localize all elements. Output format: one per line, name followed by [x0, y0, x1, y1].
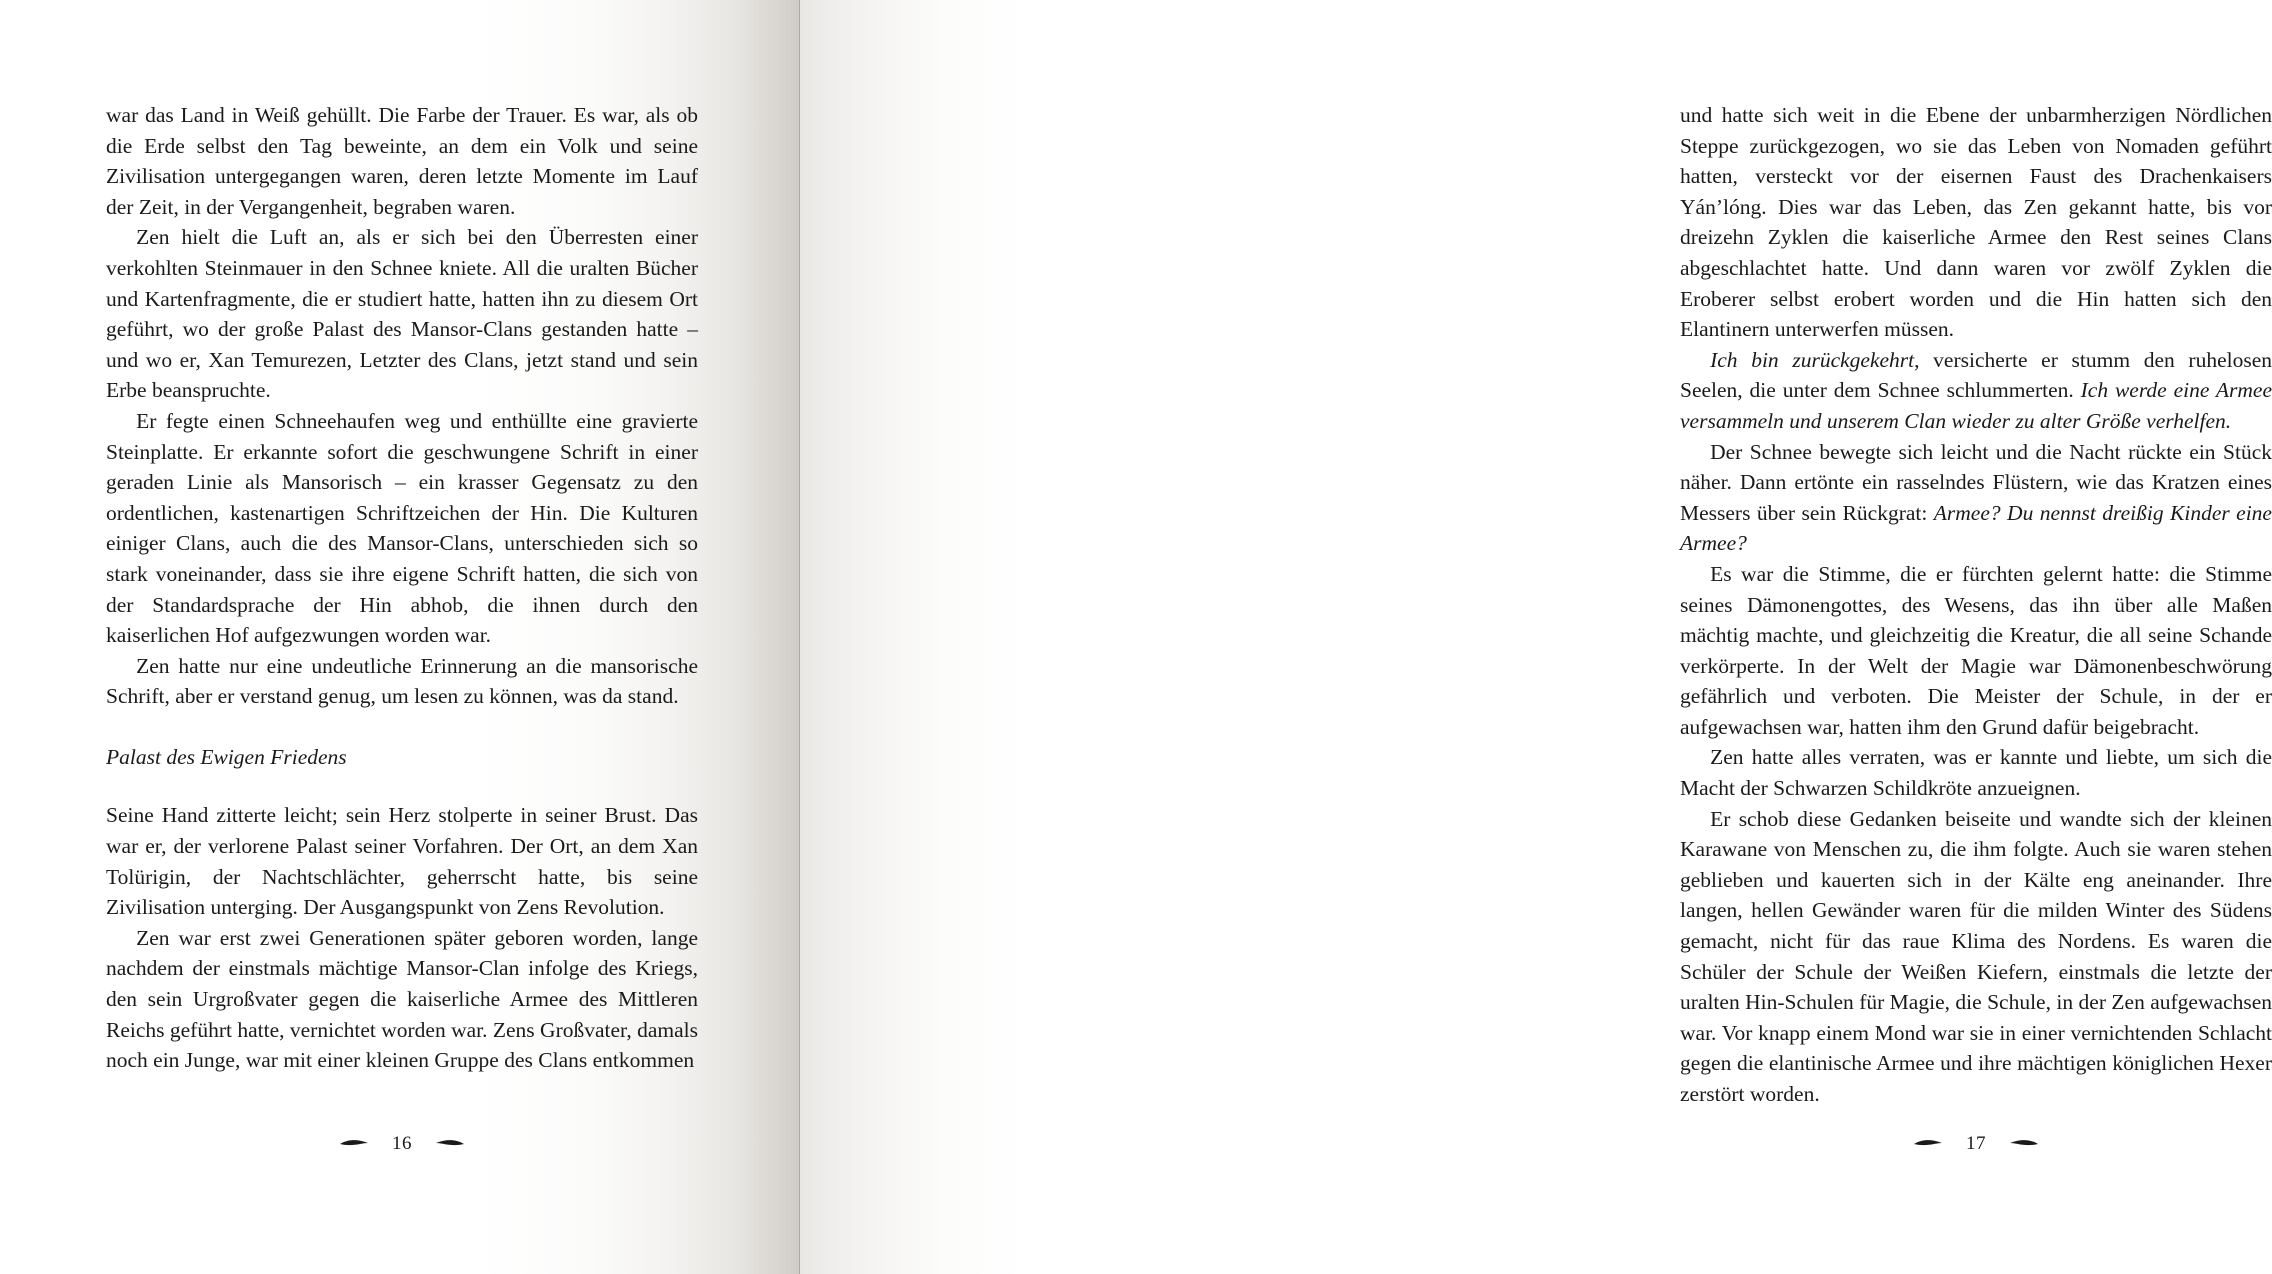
text-run: , versicherte er stumm den ruhelosen Seelen, die unter dem Schnee schlummerten.	[1680, 347, 2272, 403]
text-run: Er schob diese Gedanken beiseite und wandte sich der kleinen Karawane von Menschen zu, die ihm folgte. Auch sie waren stehen geblieben und kauerten sich in der Kälte eng aneinander. Ihre langen, hellen Gewänder waren für die milden Winter des Südens gemacht, nicht für das raue Klima des Nordens. Es waren die Schüler der Schule der Weißen Kiefern, einstmals die letzte der uralten Hin-Schulen für Magie, die Schule, in der Zen aufgewachsen war. Vor knapp einem Mond war sie in einer vernichtenden Schlacht gegen die elantinische Armee und ihre mächtigen königlichen Hexer zerstört worden.	[1680, 806, 2272, 1106]
paragraph: war das Land in Weiß gehüllt. Die Farbe der Trauer. Es war, als ob die Erde selbst den Tag beweinte, an dem ein Volk und seine Zivilisation untergegangen waren, deren letzte Momente im Lauf der Zeit, in der Vergangenheit, begraben waren.	[106, 103, 698, 219]
section-subheading: Palast des Ewigen Friedens	[106, 744, 347, 769]
paragraph	[1680, 804, 2272, 1110]
page-number-value: 16	[392, 1133, 412, 1154]
page-number-value: 17	[1966, 1133, 1986, 1154]
paragraph	[1680, 437, 2272, 559]
text-run: Zen hatte alles verraten, was er kannte und liebte, um sich die Macht der Schwarzen Schildkröte anzueignen.	[1680, 745, 2272, 801]
paragraph	[1680, 345, 2272, 437]
paragraph: Er fegte einen Schneehaufen weg und enthüllte eine gravierte Steinplatte. Er erkannte sofort die geschwungene Schrift in einer geraden Linie als Mansorisch – ein krasser Gegensatz zu den ordentlichen, kastenartigen Schriftzeichen der Hin. Die Kulturen einiger Clans, auch die des Mansor-Clans, unterschieden sich so stark voneinander, dass sie ihre eigene Schrift hatten, die sich von der Standardsprache der Hin abhob, die ihnen durch den kaiserlichen Hof aufgezwungen worden war.	[106, 408, 698, 648]
paragraph: Zen hatte nur eine undeutliche Erinnerung an die mansorische Schrift, aber er verstand genug, um lesen zu können, was da stand.	[106, 653, 698, 709]
ornament-right-icon	[2000, 1138, 2040, 1150]
text-run-italic: Armee? Du nennst dreißig Kinder eine Armee?	[1680, 500, 2272, 556]
paragraph	[1680, 100, 2272, 345]
text-run-italic: Ich bin zurückgekehrt	[1710, 347, 1915, 372]
right-page	[800, 0, 2272, 1274]
paragraph	[1680, 559, 2272, 743]
right-page-text-column	[1680, 100, 2272, 1110]
text-run-italic: Ich werde eine Armee versammeln und unserem Clan wieder zu alter Größe verhelfen.	[1680, 378, 2272, 433]
left-page	[0, 0, 800, 1274]
page-number-left	[106, 1133, 698, 1156]
ornament-right-icon	[426, 1138, 466, 1150]
left-page-text-column	[106, 100, 698, 1076]
text-run: und hatte sich weit in die Ebene der unbarmherzigen Nördlichen Steppe zurückgezogen, wo sie das Leben von Nomaden geführt hatten, versteckt vor der eisernen Faust des Drachenkaisers Yán’lóng. Dies war das Leben, das Zen gekannt hatte, bis vor dreizehn Zyklen die kaiserliche Armee den Rest seines Clans abgeschlachtet hatte. Und dann waren vor zwölf Zyklen die Eroberer selbst erobert worden und die Hin hatten sich den Elantinern unterwerfen müssen.	[1680, 103, 2272, 342]
text-run: Der Schnee bewegte sich leicht und die Nacht rückte ein Stück näher. Dann ertönte ein rasselndes Flüstern, wie das Kratzen eines Messers über sein Rückgrat:	[1680, 439, 2272, 525]
paragraph: Seine Hand zitterte leicht; sein Herz stolperte in seiner Brust. Das war er, der verlorene Palast seiner Vorfahren. Der Ort, an dem Xan Tolürigin, der Nachtschlächter, geherrscht hatte, bis seine Zivilisation unterging. Der Ausgangspunkt von Zens Revolution.	[106, 803, 698, 920]
ornament-left-icon	[1912, 1138, 1952, 1150]
text-run: Es war die Stimme, die er fürchten gelernt hatte: die Stimme seines Dämonengottes, des Wesens, das ihn über alle Maßen mächtig machte, und gleichzeitig die Kreatur, die all seine Schande verkörperte. In der Welt der Magie war Dämonenbeschwörung gefährlich und verboten. Die Meister der Schule, in der er aufgewachsen war, hatten ihm den Grund dafür beigebracht.	[1680, 561, 2272, 739]
paragraph: Zen war erst zwei Generationen später geboren worden, lange nachdem der einstmals mächtige Mansor-Clan infolge des Kriegs, den sein Urgroßvater gegen die kaiserliche Armee des Mittleren Reichs geführt hatte, vernichtet worden war. Zens Großvater, damals noch ein Junge, war mit einer kleinen Gruppe des Clans entkommen	[106, 925, 698, 1073]
paragraph: Zen hielt die Luft an, als er sich bei den Überresten einer verkohlten Steinmauer in den Schnee kniete. All die uralten Bücher und Kartenfragmente, die er studiert hatte, hatten ihn zu diesem Ort geführt, wo der große Palast des Mansor-Clans gestanden hatte – und wo er, Xan Temurezen, Letzter des Clans, jetzt stand und sein Erbe beanspruchte.	[106, 225, 698, 403]
paragraph	[1680, 742, 2272, 803]
page-number-right	[1680, 1133, 2272, 1156]
ornament-left-icon	[338, 1138, 378, 1150]
